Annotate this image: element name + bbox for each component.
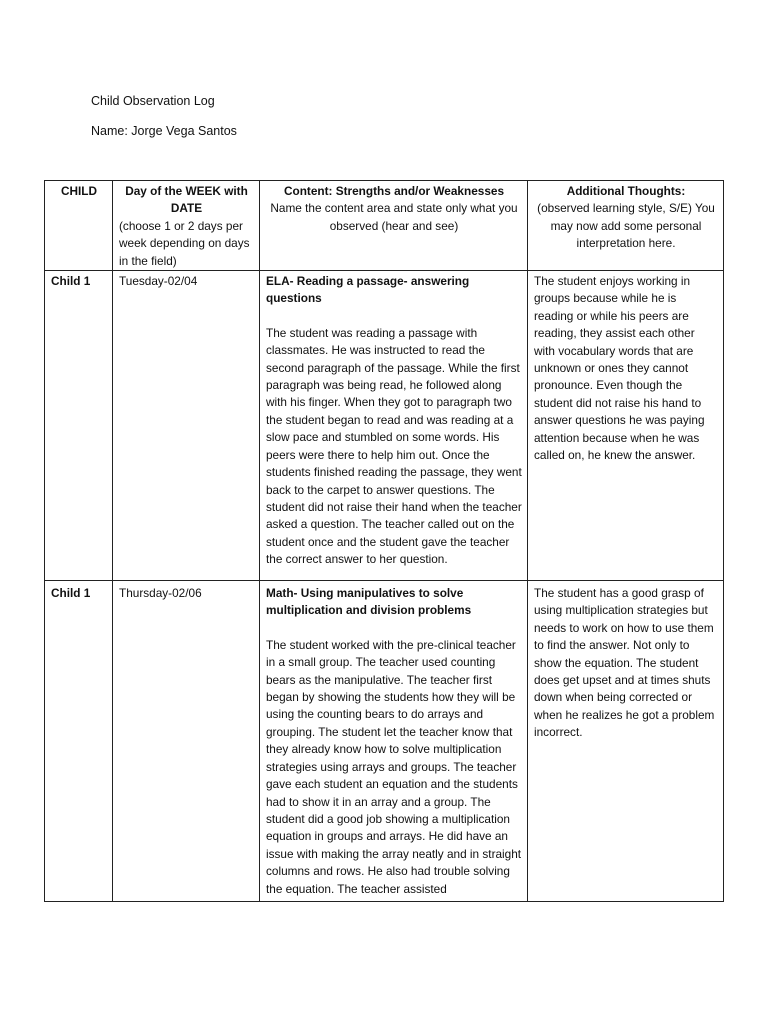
row-child: Child 1 <box>45 271 113 581</box>
header-day-note: (choose 1 or 2 days per week depending on days in the field) <box>119 218 250 268</box>
table-row <box>45 271 724 581</box>
header-thoughts-note: (observed learning style, S/E) You may now add some personal interpretation here. <box>537 201 715 251</box>
row-observation: The student was reading a passage with classmates. He was instructed to read the second paragraph of the passage. While the first paragraph was being read, he followed along with his finger. When they got to paragraph two the student began to read and was reading at a slow pace and stumbled on some words. His peers were there to help him out. Once the students finished reading the passage, they went back to the carpet to answer questions. The student did not raise their hand when the teacher asked a question. The teacher called out on the student once and the student gave the teacher the correct answer to her question. <box>266 325 522 567</box>
header-thoughts <box>528 181 724 271</box>
header-content-title: Content: Strengths and/or Weaknesses <box>283 184 505 198</box>
header-thoughts-title: Additional Thoughts: <box>566 184 686 198</box>
header-child <box>45 181 113 271</box>
row-thoughts: The student enjoys working in groups because while he is reading or while his peers are reading, they assist each other with vocabulary words that are unknown or ones they cannot pronounce. Even though the student did not raise his hand to answer questions he was paying attention because when he was called on, he knew the answer. <box>528 271 724 581</box>
row-day: Thursday-02/06 <box>113 581 260 902</box>
header-content <box>260 181 528 271</box>
row-child: Child 1 <box>45 581 113 902</box>
header-content-note: Name the content area and state only what you observed (hear and see) <box>270 201 518 233</box>
header-day-title: Day of the WEEK with DATE <box>125 184 248 216</box>
observation-table <box>44 180 724 902</box>
table-row <box>45 581 724 902</box>
row-content <box>260 581 528 902</box>
row-topic: ELA- Reading a passage- answering questions <box>266 274 470 306</box>
row-content <box>260 271 528 581</box>
page-title: Child Observation Log <box>91 94 215 108</box>
header-child-label: CHILD <box>60 184 98 198</box>
table-header-row <box>45 181 724 271</box>
row-topic: Math- Using manipulatives to solve multiplication and division problems <box>266 586 472 618</box>
row-observation: The student worked with the pre-clinical teacher in a small group. The teacher used counting bears as the manipulative. The teacher first began by showing the students how they will be using the counting bears to do arrays and grouping. The student let the teacher know that they already know how to solve multiplication strategies using arrays and groups. The teacher gave each student an equation and the students had to show it in an array and a group. The student did a good job showing a multiplication equation in groups and arrays. He did have an issue with making the array neatly and in straight columns and rows. He also had trouble solving the equation. The teacher assisted <box>266 637 522 896</box>
row-thoughts: The student has a good grasp of using multiplication strategies but needs to work on how to use them to find the answer. Not only to show the equation. The student does get upset and at times shuts down when being corrected or when he realizes he got a problem incorrect. <box>528 581 724 902</box>
header-day <box>113 181 260 271</box>
observer-name: Name: Jorge Vega Santos <box>91 124 237 138</box>
row-day: Tuesday-02/04 <box>113 271 260 581</box>
